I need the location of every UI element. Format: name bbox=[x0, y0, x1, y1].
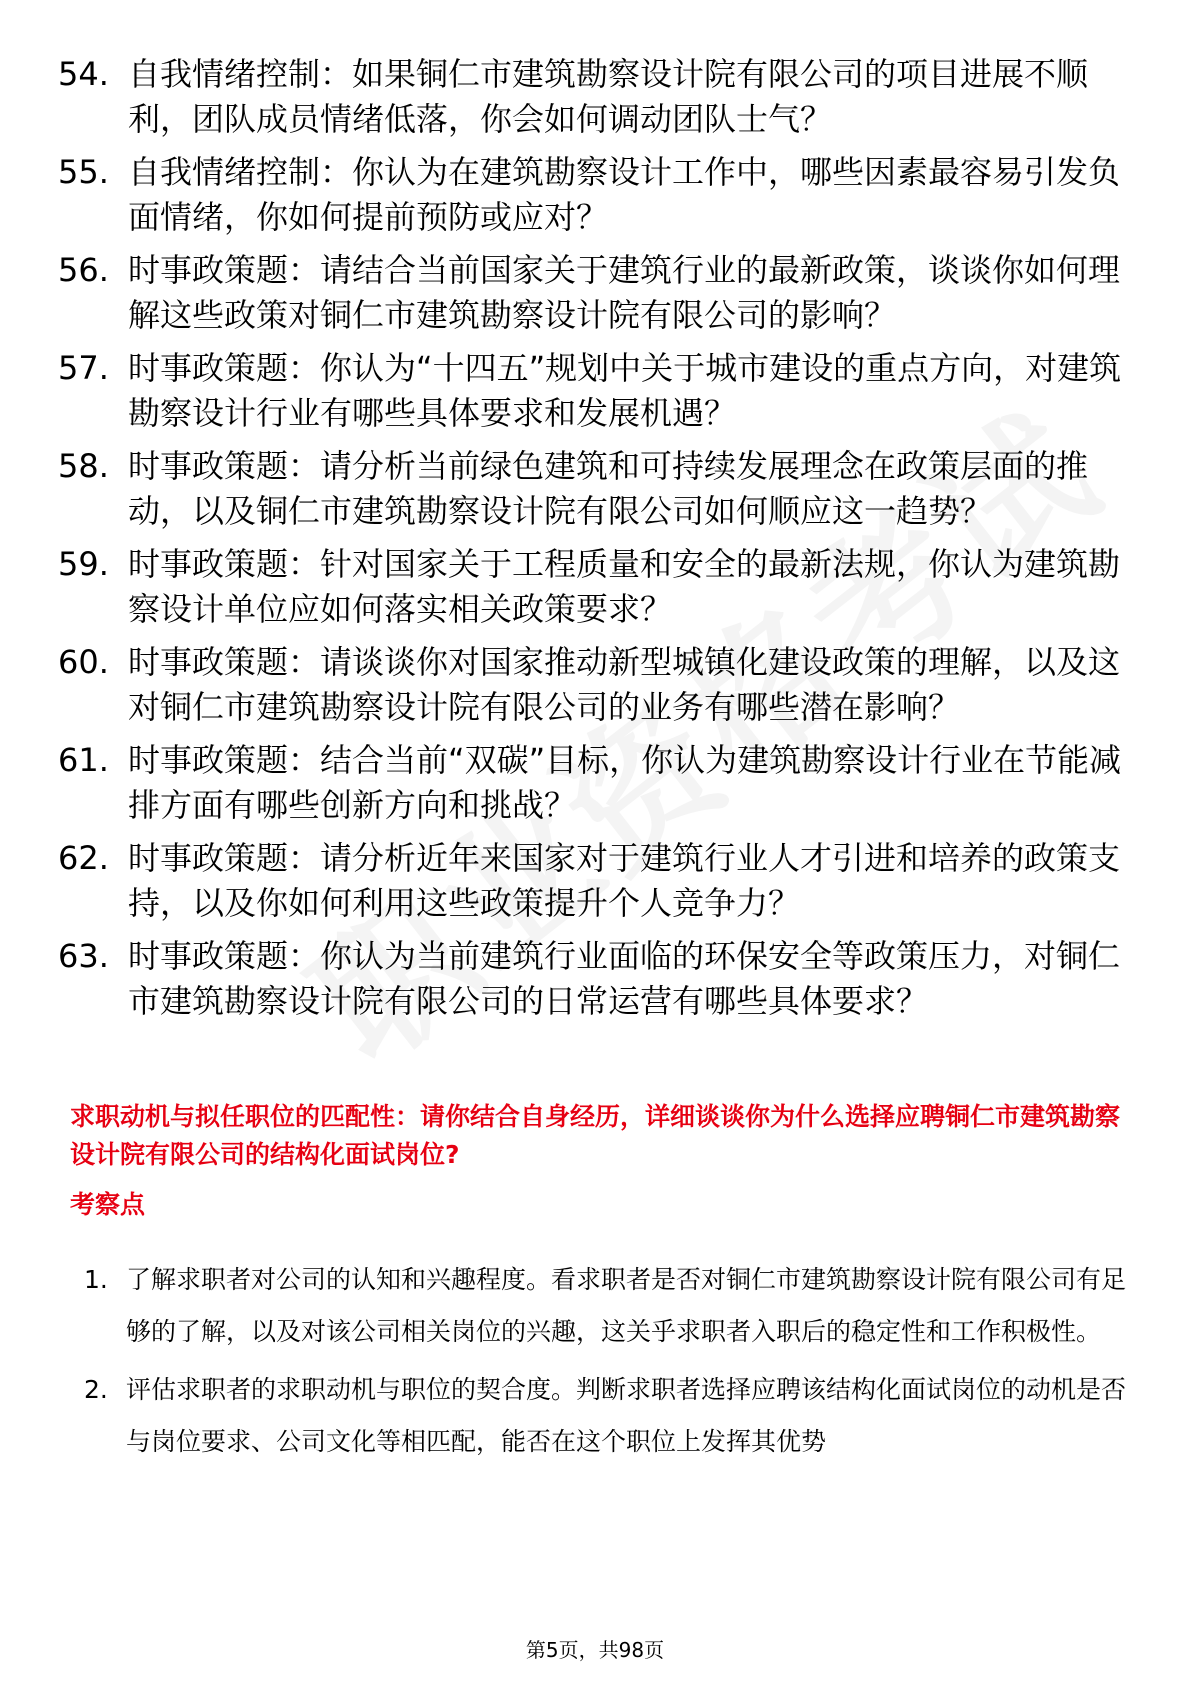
question-item bbox=[58, 836, 1138, 926]
question-item bbox=[58, 738, 1138, 828]
point-number: 1. bbox=[84, 1265, 108, 1294]
question-text: 自我情绪控制：如果铜仁市建筑勘察设计院有限公司的项目进展不顺利，团队成员情绪低落，你会如何调动团队士气？ bbox=[128, 55, 1089, 138]
question-number: 60. bbox=[58, 643, 109, 681]
question-text: 时事政策题：请结合当前国家关于建筑行业的最新政策，谈谈你如何理解这些政策对铜仁市建筑勘察设计院有限公司的影响？ bbox=[128, 251, 1121, 334]
question-text: 自我情绪控制：你认为在建筑勘察设计工作中，哪些因素最容易引发负面情绪，你如何提前预防或应对？ bbox=[128, 153, 1121, 236]
question-item bbox=[58, 52, 1138, 142]
question-number: 56. bbox=[58, 251, 109, 289]
section-subheading: 考察点 bbox=[70, 1190, 146, 1219]
point-item bbox=[84, 1364, 1134, 1468]
point-text: 了解求职者对公司的认知和兴趣程度。看求职者是否对铜仁市建筑勘察设计院有限公司有足够的了解，以及对该公司相关岗位的兴趣，这关乎求职者入职后的稳定性和工作积极性。 bbox=[126, 1265, 1127, 1346]
question-item bbox=[58, 542, 1138, 632]
question-number: 63. bbox=[58, 937, 109, 975]
page-number: 第5页，共98页 bbox=[525, 1638, 665, 1662]
point-list bbox=[84, 1254, 1134, 1474]
question-text: 时事政策题：你认为当前建筑行业面临的环保安全等政策压力，对铜仁市建筑勘察设计院有限公司的日常运营有哪些具体要求？ bbox=[128, 937, 1121, 1020]
point-number: 2. bbox=[84, 1375, 108, 1404]
question-number: 55. bbox=[58, 153, 109, 191]
question-item bbox=[58, 934, 1138, 1024]
question-item bbox=[58, 248, 1138, 338]
question-item bbox=[58, 444, 1138, 534]
question-text: 时事政策题：你认为“十四五”规划中关于城市建设的重点方向，对建筑勘察设计行业有哪些具体要求和发展机遇？ bbox=[128, 349, 1122, 432]
question-number: 61. bbox=[58, 741, 109, 779]
question-number: 62. bbox=[58, 839, 109, 877]
question-number: 57. bbox=[58, 349, 109, 387]
question-list bbox=[58, 52, 1138, 1032]
question-text: 时事政策题：针对国家关于工程质量和安全的最新法规，你认为建筑勘察设计单位应如何落实相关政策要求？ bbox=[128, 545, 1121, 628]
point-item bbox=[84, 1254, 1134, 1358]
point-text: 评估求职者的求职动机与职位的契合度。判断求职者选择应聘该结构化面试岗位的动机是否与岗位要求、公司文化等相匹配，能否在这个职位上发挥其优势 bbox=[126, 1375, 1127, 1456]
question-text: 时事政策题：请分析当前绿色建筑和可持续发展理念在政策层面的推动，以及铜仁市建筑勘察设计院有限公司如何顺应这一趋势？ bbox=[128, 447, 1089, 530]
question-text: 时事政策题：请谈谈你对国家推动新型城镇化建设政策的理解，以及这对铜仁市建筑勘察设计院有限公司的业务有哪些潜在影响？ bbox=[128, 643, 1121, 726]
question-item bbox=[58, 150, 1138, 240]
question-number: 58. bbox=[58, 447, 109, 485]
section-heading: 求职动机与拟任职位的匹配性：请你结合自身经历，详细谈谈你为什么选择应聘铜仁市建筑勘察设计院有限公司的结构化面试岗位? bbox=[70, 1102, 1121, 1169]
question-text: 时事政策题：请分析近年来国家对于建筑行业人才引进和培养的政策支持，以及你如何利用这些政策提升个人竞争力？ bbox=[128, 839, 1121, 922]
question-number: 59. bbox=[58, 545, 109, 583]
question-number: 54. bbox=[58, 55, 109, 93]
question-item bbox=[58, 346, 1138, 436]
question-text: 时事政策题：结合当前“双碳”目标，你认为建筑勘察设计行业在节能减排方面有哪些创新方向和挑战？ bbox=[128, 741, 1122, 824]
question-item bbox=[58, 640, 1138, 730]
